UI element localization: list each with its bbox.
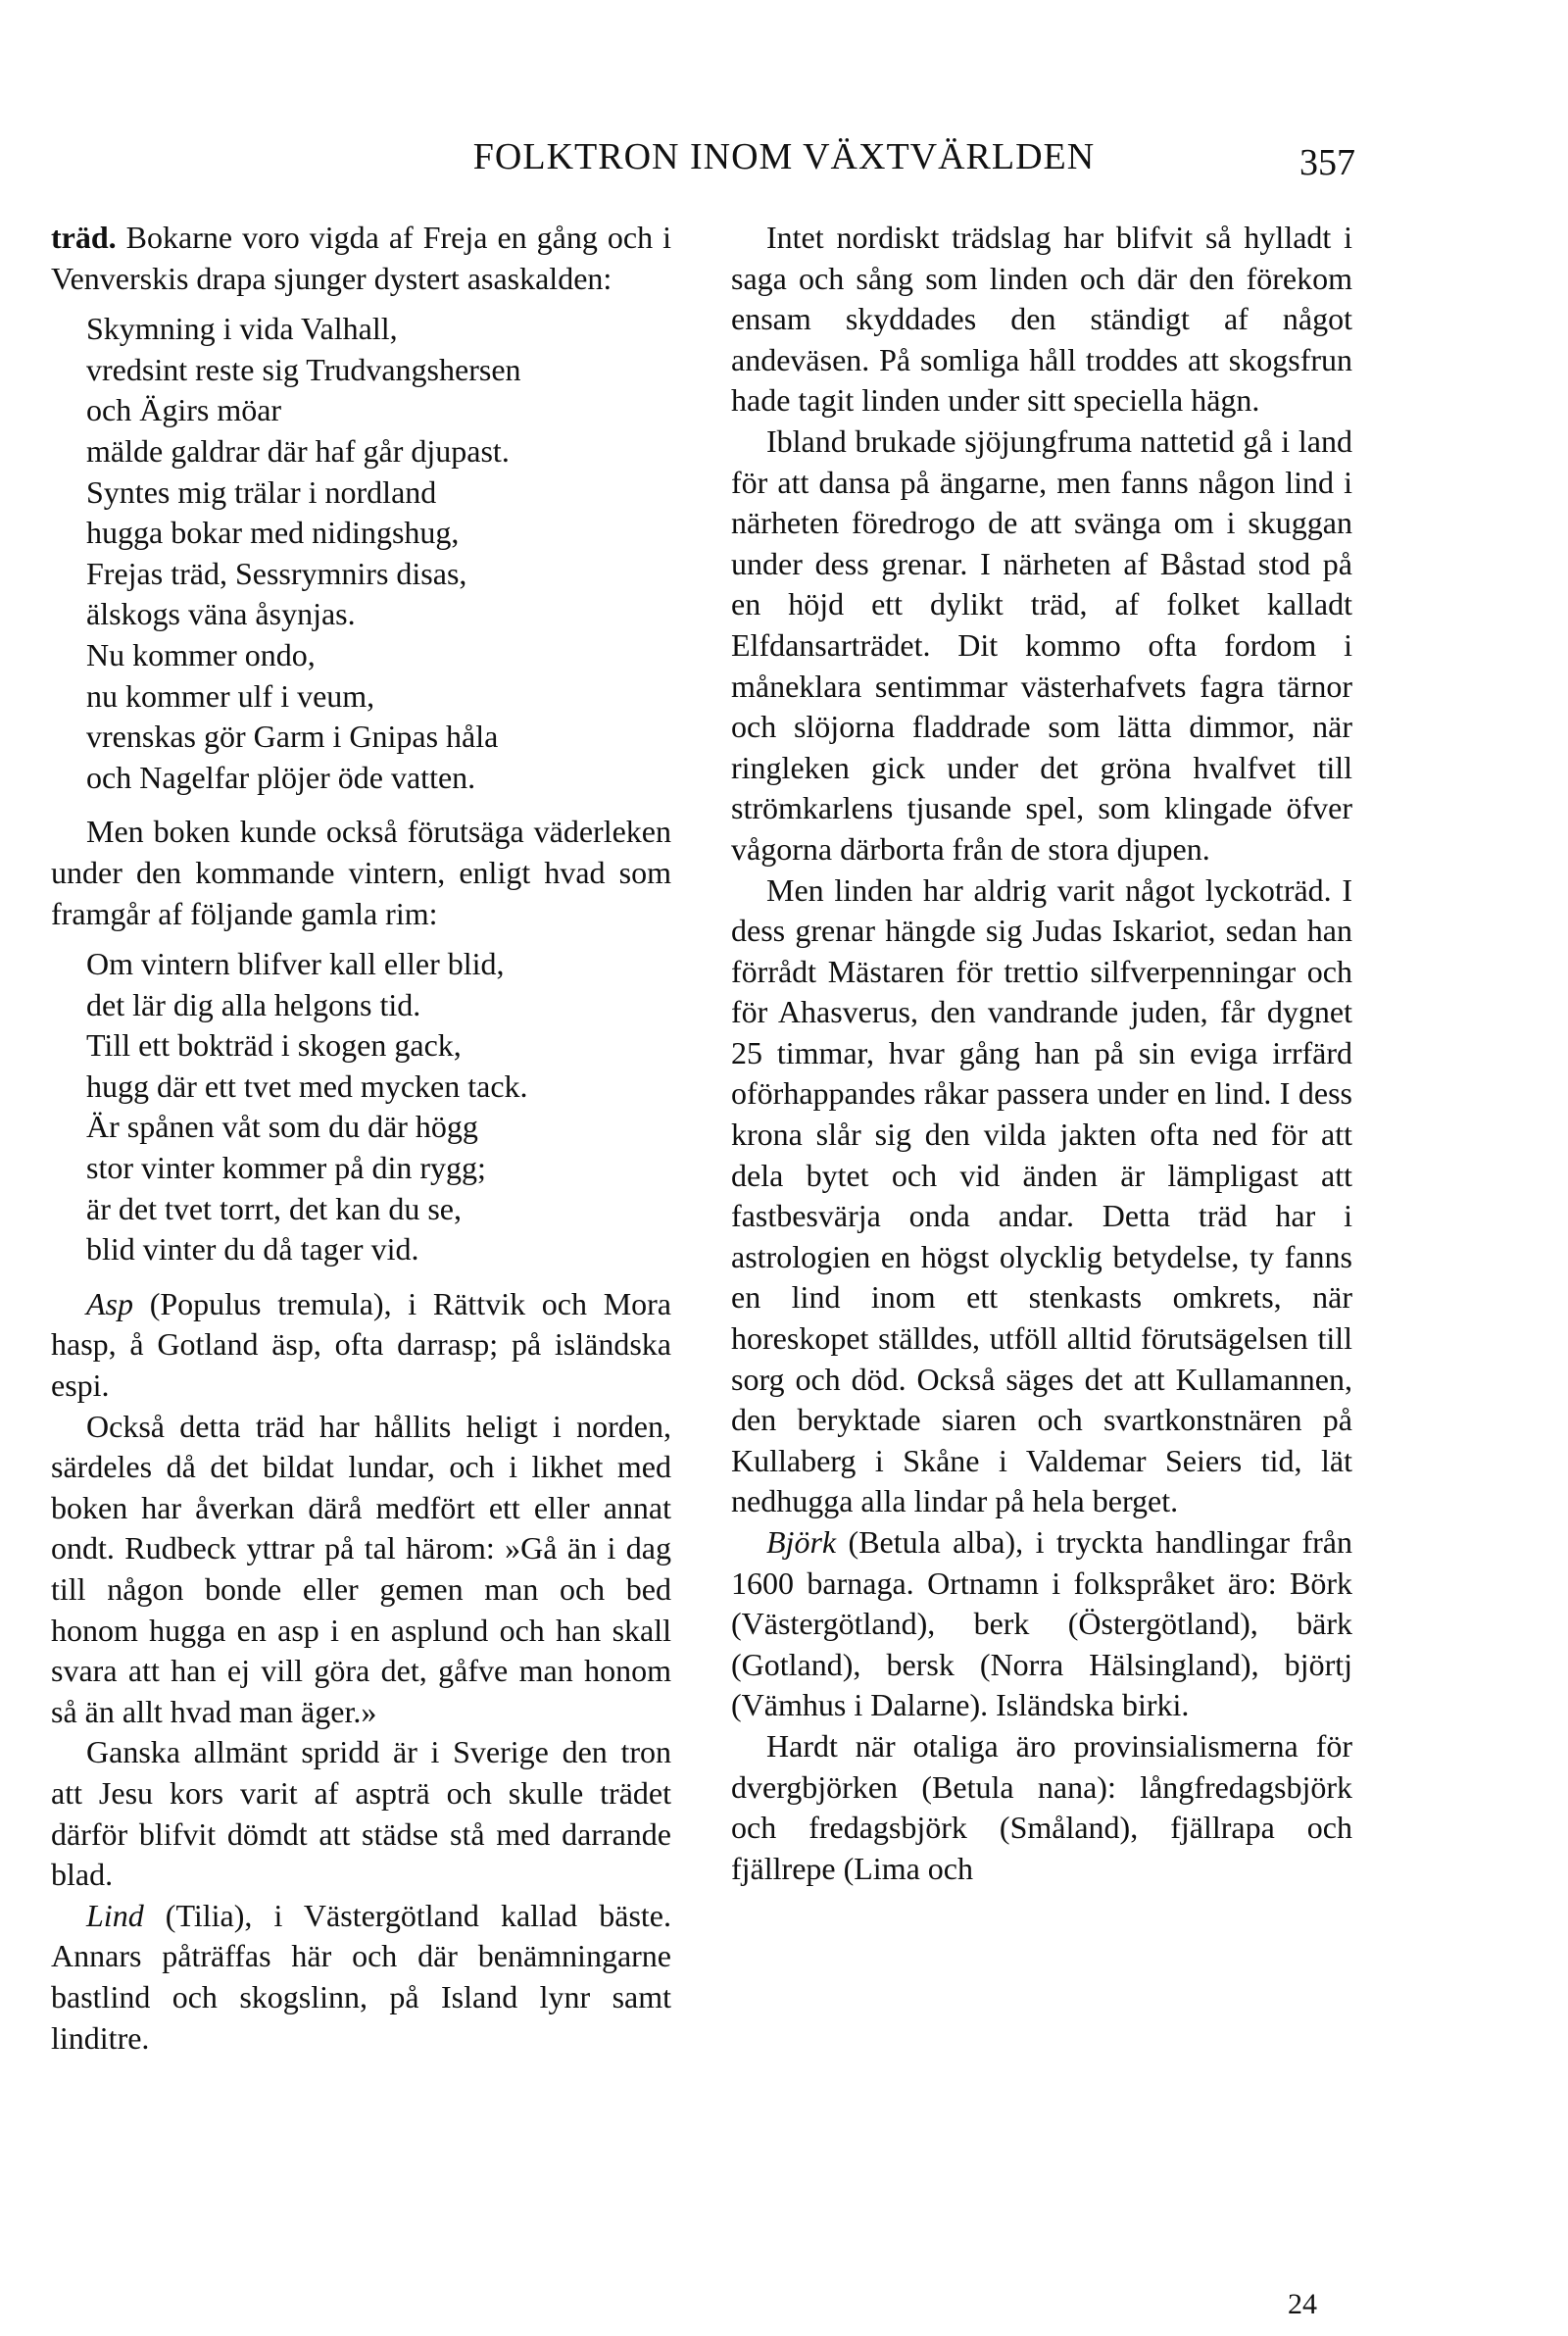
verse-line: älskogs väna åsynjas. xyxy=(86,596,356,632)
right-text-column xyxy=(731,218,1352,1889)
verse-line: Frejas träd, Sessrymnirs disas, xyxy=(86,555,467,591)
left-text-column xyxy=(51,218,671,2059)
verse-line: Nu kommer ondo, xyxy=(86,636,316,672)
verse-line: är det tvet torrt, det kan du se, xyxy=(86,1190,462,1226)
verse-line: Syntes mig trälar i nordland xyxy=(86,473,437,510)
verse-line: vrenskas gör Garm i Gnipas håla xyxy=(86,719,499,755)
verse-line: mälde galdrar där haf går djupast. xyxy=(86,432,510,469)
paragraph-asp-heligt: Också detta träd har hållits heligt i norden, särdeles då det bildat lundar, och i likhet med boken har åverkan därå medfört ett eller annat ondt. Rudbeck yttrar på tal härom: »Gå än i dag till någon bonde eller gemen man och bed honom hugga en asp i en asplund och han skall svara att han ej vill göra det, gåfve man honom så än allt hvad man äger.» xyxy=(51,1408,671,1729)
verse-line: vredsint reste sig Trudvangshersen xyxy=(86,351,521,387)
species-name-lind: Lind xyxy=(86,1897,144,1933)
signature-mark: 24 xyxy=(1288,2288,1317,2320)
verse-line: det lär dig alla helgons tid. xyxy=(86,986,421,1022)
paragraph-lind xyxy=(51,1896,671,2059)
paragraph-boken-freja xyxy=(51,218,671,299)
verse-line: blid vinter du då tager vid. xyxy=(86,1231,419,1267)
species-name-bjork: Björk xyxy=(766,1524,837,1560)
verse-line: och Nagelfar plöjer öde vatten. xyxy=(86,759,476,795)
verse-line: Om vintern blifver kall eller blid, xyxy=(86,946,505,982)
verse-line: Är spånen våt som du där högg xyxy=(86,1109,478,1145)
verse-line: nu kommer ulf i veum, xyxy=(86,677,375,714)
paragraph-text: (Tilia), i Västergötland kallad bäste. Annars påträffas här och där benämningarne bastlind och skogslinn, på Island lynr samt linditre. xyxy=(51,1897,671,2056)
paragraph-vaderleken: Men boken kunde också förutsäga väderleken under den kommande vintern, enligt hvad som framgår af följande gamla rim: xyxy=(51,814,671,931)
paragraph-asp xyxy=(51,1284,671,1407)
paragraph-text: Bokarne voro vigda af Freja en gång och i Venverskis drapa sjunger dystert asaskalden: xyxy=(51,220,671,296)
page-number: 357 xyxy=(1299,142,1355,183)
paragraph-dvergbjork: Hardt när otaliga äro provinsialismerna för dvergbjörken (Betula nana): långfredagsbjörk och fredagsbjörk (Småland), fjällrapa och fjällrepe (Lima och xyxy=(731,1727,1352,1886)
paragraph-jesu-kors: Ganska allmänt spridd är i Sverige den tron att Jesu kors varit af aspträ och skulle trädet därför blifvit dömdt att städse stå med darrande blad. xyxy=(51,1734,671,1893)
running-header-title: FOLKTRON INOM VÄXTVÄRLDEN xyxy=(472,136,1096,177)
verse-line: och Ägirs möar xyxy=(86,392,282,428)
paragraph-text: (Populus tremula), i Rättvik och Mora hasp, å Gotland äsp, ofta darrasp; på isländska espi. xyxy=(51,1285,671,1404)
species-name-asp: Asp xyxy=(86,1285,133,1321)
paragraph-nordiskt-tradslag: Intet nordiskt trädslag har blifvit så hylladt i saga och sång som linden och där den förekom ensam skyddades den ständigt af något andeväsen. På somliga håll troddes att skogsfrun hade tagit linden under sitt speciella hägn. xyxy=(731,220,1352,419)
verse-line: Skymning i vida Valhall, xyxy=(86,311,398,347)
paragraph-text: (Betula alba), i tryckta handlingar från 1600 barnaga. Ortnamn i folkspråket äro: Börk (Västergötland), berk (Östergötland), bärk (Gotland), bersk (Norra Hälsingland), björtj (Vämhus i Dalarne). Isländska birki. xyxy=(731,1524,1352,1723)
verse-line: Till ett bokträd i skogen gack, xyxy=(86,1027,462,1064)
verse-line: hugg där ett tvet med mycken tack. xyxy=(86,1068,528,1104)
paragraph-lead-word: träd. xyxy=(51,220,117,255)
verse-skymning xyxy=(86,309,671,798)
paragraph-sjojungfrur: Ibland brukade sjöjungfruma nattetid gå i land för att dansa på ängarne, men fanns någon lind i närheten föredrogo de att svänga om i skuggan under dess grenar. I närheten af Båstad stod på en höjd ett dylikt träd, af folket kalladt Elfdansarträdet. Dit kommo ofta fordom i måneklara sentimmar västerhafvets fagra tärnor och slöjorna fladdrade som lätta dimmor, när ringleken gick under det gröna hvalfvet till strömkarlens tjusande spel, som klingade öfver vågorna därborta från de stora djupen. xyxy=(731,422,1352,867)
verse-line: stor vinter kommer på din rygg; xyxy=(86,1150,486,1186)
verse-vintern xyxy=(86,944,671,1270)
verse-line: hugga bokar med nidingshug, xyxy=(86,515,460,551)
paragraph-lyckotrad: Men linden har aldrig varit något lyckoträd. I dess grenar hängde sig Judas Iskariot, sedan han förrådt Mästaren för trettio silfverpenningar och för Ahasverus, den vandrande juden, får dygnet 25 timmar, hvar gång han på sin eviga irrfärd oförhappandes råkar passera under en lind. I dess krona slår sig den vilda jakten ofta ned för att dela bytet och vid änden är lämpligast att fastbesvärja onda andar. Detta träd har i astrologien en högst olycklig betydelse, ty fanns en lind inom ett stenkasts omkrets, när horeskopet ställdes, utföll alltid förutsägelsen till sorg och död. Också säges det att Kullamannen, den beryktade siaren och svartkonstnären på Kullaberg i Skåne i Valdemar Seiers tid, lät nedhugga alla lindar på hela berget. xyxy=(731,871,1352,1519)
paragraph-bjork xyxy=(731,1522,1352,1726)
